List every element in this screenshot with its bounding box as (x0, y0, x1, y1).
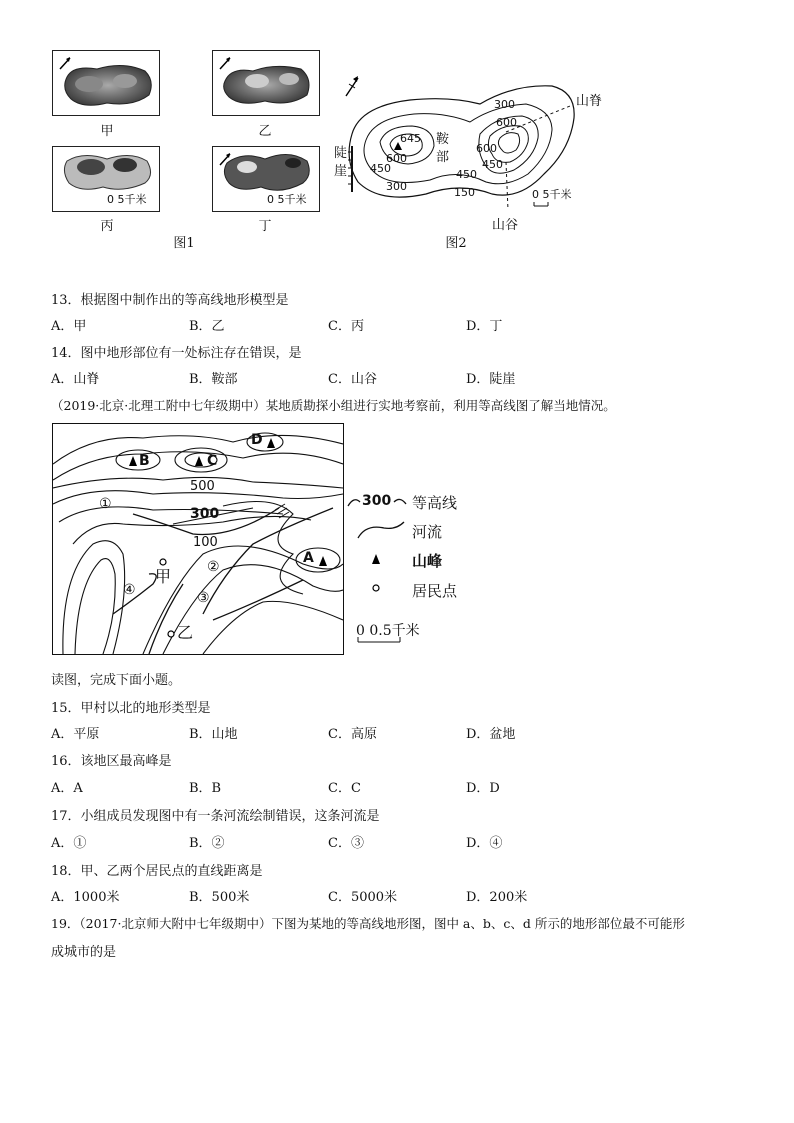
figure2 (330, 70, 620, 240)
figure1-caption: 图1 (173, 236, 195, 251)
scale-bar-bing: 0 5千米 (107, 193, 147, 206)
q13-option-a[interactable]: A．甲 (51, 319, 87, 334)
village-label-jia: 甲 (155, 567, 172, 586)
label-peak-elev: 645 (400, 132, 421, 145)
intro-text: （2019·北京·北理工附中七年级期中）某地质勘探小组进行实地考察前，利用等高线图了解当地情况。 (51, 398, 616, 413)
label-contour-450a: 450 (370, 162, 391, 175)
q17-option-b[interactable]: B．② (189, 836, 225, 851)
panel-label-yi: 乙 (258, 124, 272, 139)
q16-option-b[interactable]: B．B (189, 781, 222, 796)
north-arrow-icon (346, 76, 358, 96)
panel-label-ding: 丁 (258, 219, 272, 234)
q14-option-b[interactable]: B．鞍部 (189, 372, 238, 387)
peak-icon-c (195, 456, 203, 466)
river-label-1: ① (99, 496, 112, 512)
contour-label-100: 100 (193, 535, 218, 550)
river-label-2: ② (207, 559, 220, 575)
river-3 (213, 580, 303, 620)
q15-option-a[interactable]: A．平原 (51, 727, 100, 742)
q14-option-d[interactable]: D．陡崖 (466, 372, 516, 387)
village-icon-yi (168, 631, 174, 637)
village-legend-icon (370, 582, 382, 594)
legend-village-label: 居民点 (412, 582, 458, 600)
peak-label-a: A (303, 550, 314, 566)
contour-label-300: 300 (190, 506, 220, 522)
q16-option-a[interactable]: A．A (51, 781, 83, 796)
river-5 (149, 584, 183, 654)
q15-option-c[interactable]: C．高原 (328, 727, 377, 742)
question-19-line2: 成城市的是 (51, 945, 117, 960)
valley-line (506, 162, 508, 210)
north-arrow-icon (217, 151, 233, 167)
model-panel-yi (212, 50, 320, 116)
label-contour-150: 150 (454, 186, 475, 199)
river-label-3: ③ (197, 590, 210, 606)
river-label-4: ④ (123, 582, 136, 598)
q18-option-b[interactable]: B．500米 (189, 890, 250, 905)
label-contour-600a: 600 (386, 152, 407, 165)
q18-option-c[interactable]: C．5000米 (328, 890, 398, 905)
question-19-line1: 19．（2017·北京师大附中七年级期中）下图为某地的等高线地形图，图中 a、b、c、d 所示的地形部位最不可能形 (51, 916, 685, 931)
q16-option-d[interactable]: D．D (466, 781, 500, 796)
scale-bar-fig2: 0 5千米 (532, 188, 572, 201)
label-contour-600b: 600 (496, 116, 517, 129)
label-valley: 山谷 (492, 218, 519, 233)
north-arrow-icon (217, 55, 233, 71)
label-contour-300b: 300 (494, 98, 515, 111)
q14-option-a[interactable]: A．山脊 (51, 372, 100, 387)
question-16: 16．该地区最高峰是 (51, 754, 172, 769)
peak-icon-d (267, 438, 275, 448)
q15-option-b[interactable]: B．山地 (189, 727, 238, 742)
question-14: 14．图中地形部位有一处标注存在错误，是 (51, 346, 302, 361)
figure2-caption: 图2 (445, 236, 467, 251)
q14-option-c[interactable]: C．山谷 (328, 372, 377, 387)
peak-label-d: D (251, 432, 263, 448)
q13-option-d[interactable]: D．丁 (466, 319, 503, 334)
q18-option-d[interactable]: D．200米 (466, 890, 528, 905)
question-17: 17．小组成员发现图中有一条河流绘制错误，这条河流是 (51, 809, 380, 824)
model-panel-bing (52, 146, 160, 212)
scale-bar-icon (356, 636, 406, 644)
label-contour-450b: 450 (482, 158, 503, 171)
label-saddle-1: 鞍 (436, 132, 450, 147)
q17-option-d[interactable]: D．④ (466, 836, 503, 851)
legend-river-label: 河流 (412, 523, 443, 541)
label-contour-600c: 600 (476, 142, 497, 155)
q17-option-a[interactable]: A．① (51, 836, 87, 851)
contour-map-main (52, 423, 344, 655)
village-label-yi: 乙 (177, 623, 194, 642)
peak-legend-icon (370, 552, 382, 566)
contour-label-500: 500 (190, 479, 215, 494)
q13-option-c[interactable]: C．丙 (328, 319, 364, 334)
legend-contour-label: 等高线 (412, 494, 458, 512)
label-saddle-2: 部 (436, 150, 450, 165)
label-cliff-2: 崖 (334, 164, 348, 179)
q17-option-c[interactable]: C．③ (328, 836, 364, 851)
q13-option-b[interactable]: B．乙 (189, 319, 225, 334)
question-15: 15．甲村以北的地形类型是 (51, 701, 211, 716)
question-18: 18．甲、乙两个居民点的直线距离是 (51, 864, 263, 879)
label-contour-300a: 300 (386, 180, 407, 193)
label-cliff-1: 陡 (334, 146, 348, 161)
peak-icon-a (319, 556, 327, 566)
panel-label-bing: 丙 (100, 219, 114, 234)
read-prompt: 读图，完成下面小题。 (51, 673, 182, 688)
label-contour-450c: 450 (456, 168, 477, 181)
river-legend-icon (348, 520, 408, 540)
q15-option-d[interactable]: D．盆地 (466, 727, 516, 742)
scale-bar-ding: 0 5千米 (267, 193, 307, 206)
legend-contour-value: 300 (362, 493, 392, 509)
q18-option-a[interactable]: A．1000米 (51, 890, 120, 905)
panel-label-jia: 甲 (100, 124, 114, 139)
q16-option-c[interactable]: C．C (328, 781, 361, 796)
peak-label-b: B (139, 453, 150, 469)
peak-icon-b (129, 456, 137, 466)
model-panel-ding (212, 146, 320, 212)
label-ridge: 山脊 (576, 94, 603, 109)
legend-scale: 0 0.5千米 (356, 623, 420, 639)
peak-label-c: C (207, 453, 218, 469)
model-panel-jia (52, 50, 160, 116)
north-arrow-icon (57, 55, 73, 71)
question-13: 13．根据图中制作出的等高线地形模型是 (51, 293, 289, 308)
legend-peak-label: 山峰 (412, 552, 443, 570)
